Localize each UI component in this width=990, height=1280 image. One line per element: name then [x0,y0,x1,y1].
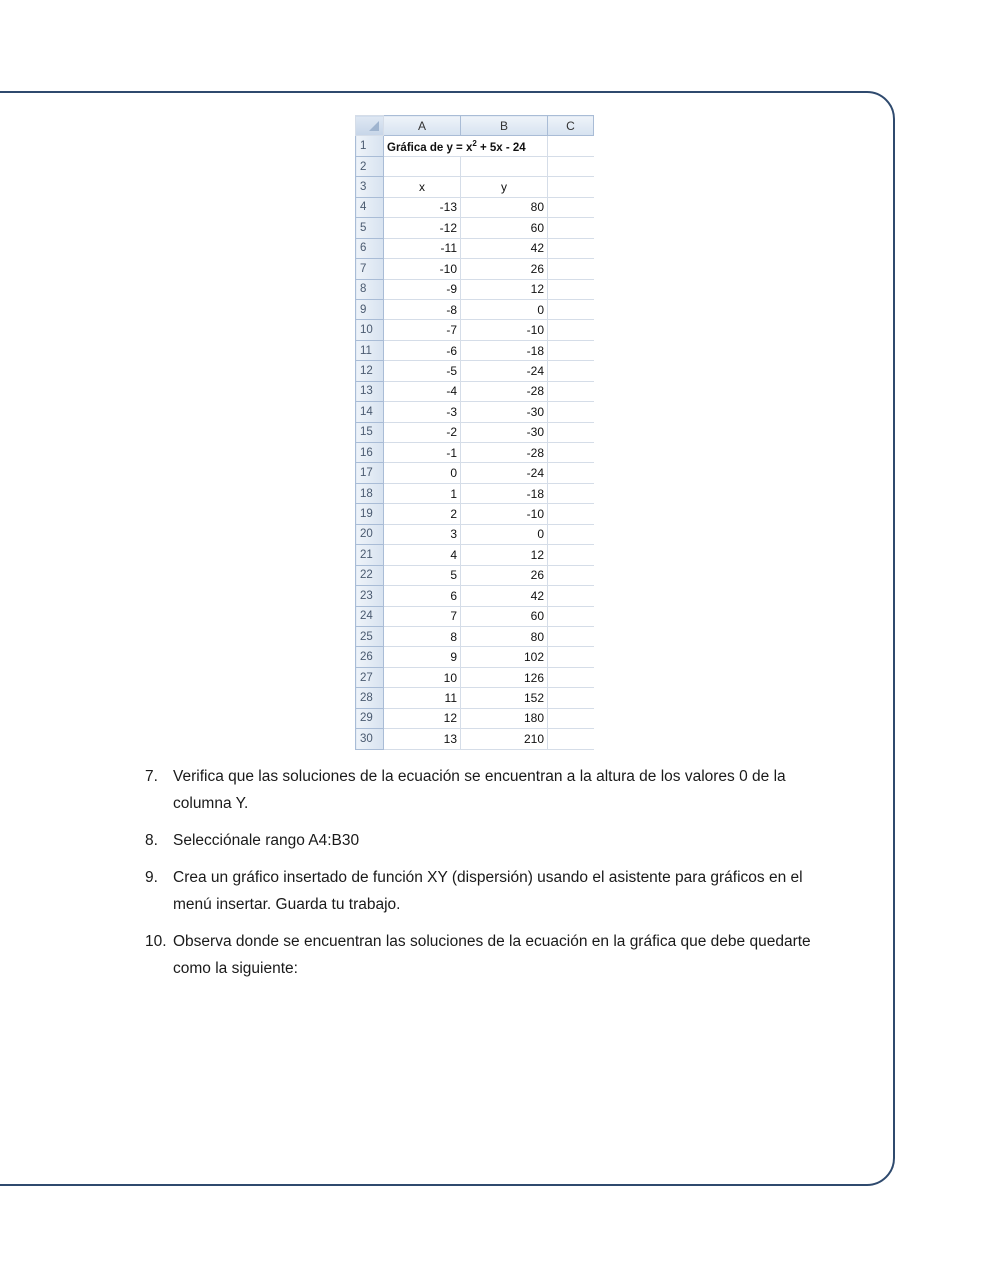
cell-c[interactable] [548,626,594,646]
row-header[interactable]: 26 [356,647,384,667]
cell-y-value[interactable]: -30 [461,422,548,442]
cell-c[interactable] [548,238,594,258]
cell-x-value[interactable]: -4 [384,381,461,401]
cell-y-value[interactable]: 80 [461,197,548,217]
column-header-a[interactable]: A [384,116,461,136]
cell-y-value[interactable]: 0 [461,299,548,319]
row-header[interactable]: 30 [356,729,384,750]
cell-c[interactable] [548,259,594,279]
row-header[interactable]: 19 [356,504,384,524]
spreadsheet-table [355,115,594,750]
cell-c[interactable] [548,443,594,463]
table-row [356,545,594,565]
row-header[interactable]: 8 [356,279,384,299]
row-header[interactable]: 11 [356,340,384,360]
cell-b[interactable] [461,156,548,176]
cell-c[interactable] [548,606,594,626]
row-header[interactable]: 27 [356,667,384,687]
cell-y-value[interactable]: -10 [461,320,548,340]
column-header-b[interactable]: B [461,116,548,136]
cell-c[interactable] [548,422,594,442]
cell-x-value[interactable]: 7 [384,606,461,626]
table-row [356,259,594,279]
cell-c[interactable] [548,504,594,524]
cell-c[interactable] [548,463,594,483]
cell-c[interactable] [548,218,594,238]
cell-y-value[interactable]: 60 [461,606,548,626]
row-header[interactable]: 5 [356,218,384,238]
list-item-number: 7. [145,768,158,785]
cell-c[interactable] [548,667,594,687]
cell-y-value[interactable]: 0 [461,524,548,544]
list-item-number: 9. [145,869,158,886]
row-header[interactable]: 4 [356,197,384,217]
cell-c[interactable] [548,156,594,176]
cell-x-value[interactable]: -5 [384,361,461,381]
table-row [356,156,594,176]
cell-c[interactable] [548,279,594,299]
cell-c[interactable] [548,177,594,197]
cell-y-value[interactable]: 12 [461,279,548,299]
row-header[interactable]: 12 [356,361,384,381]
table-row [356,504,594,524]
row-header[interactable]: 14 [356,402,384,422]
table-row [356,647,594,667]
table-row [356,422,594,442]
cell-c[interactable] [548,647,594,667]
row-header[interactable]: 9 [356,299,384,319]
column-header-c[interactable]: C [548,116,594,136]
cell-y-value[interactable]: 42 [461,586,548,606]
list-item [145,763,835,817]
table-row [356,320,594,340]
cell-x-value[interactable]: 11 [384,688,461,708]
cell-y-value[interactable]: -10 [461,504,548,524]
table-row [356,606,594,626]
cell-x-value[interactable]: -6 [384,340,461,360]
sheet-title-exponent: 2 [472,138,477,148]
sheet-title-prefix: Gráfica de y = x [387,141,473,154]
cell-x-value[interactable]: -1 [384,443,461,463]
cell-y-value[interactable]: 26 [461,259,548,279]
cell-y-value[interactable]: 80 [461,626,548,646]
cell-c[interactable] [548,729,594,750]
cell-y-value[interactable]: -28 [461,381,548,401]
cell-c[interactable] [548,361,594,381]
list-item-number: 10. [145,933,167,950]
column-header-row [356,116,594,136]
table-row [356,197,594,217]
table-row [356,381,594,401]
cell-c[interactable] [548,340,594,360]
cell-c[interactable] [548,565,594,585]
cell-x-value[interactable]: -9 [384,279,461,299]
cell-c[interactable] [548,381,594,401]
list-item-number: 8. [145,832,158,849]
cell-x-value[interactable]: 0 [384,463,461,483]
cell-y-value[interactable]: 12 [461,545,548,565]
row-header[interactable]: 24 [356,606,384,626]
cell-x-value[interactable]: 1 [384,483,461,503]
row-header[interactable]: 10 [356,320,384,340]
cell-c[interactable] [548,320,594,340]
cell-c[interactable] [548,299,594,319]
cell-y-value[interactable]: 102 [461,647,548,667]
row-header[interactable]: 13 [356,381,384,401]
table-row [356,586,594,606]
cell-x-value[interactable]: -11 [384,238,461,258]
table-row [356,340,594,360]
row-header[interactable]: 7 [356,259,384,279]
cell-y-value[interactable]: 60 [461,218,548,238]
cell-y-value[interactable]: 152 [461,688,548,708]
cell-c[interactable] [548,402,594,422]
row-header[interactable]: 6 [356,238,384,258]
cell-y-value[interactable]: 42 [461,238,548,258]
table-row [356,483,594,503]
cell-c[interactable] [548,524,594,544]
table-row [356,524,594,544]
cell-c[interactable] [548,197,594,217]
table-row [356,402,594,422]
cell-x-value[interactable]: 4 [384,545,461,565]
table-row [356,565,594,585]
sheet-title-cell[interactable] [384,136,548,156]
cell-x-value[interactable]: -3 [384,402,461,422]
table-row [356,299,594,319]
instruction-list [145,763,835,992]
list-item-text: Verifica que las soluciones de la ecuación se encuentran a la altura de los valores 0 de la columna Y. [173,768,786,812]
table-row [356,688,594,708]
cell-x-value[interactable]: -2 [384,422,461,442]
table-row [356,177,594,197]
row-header[interactable]: 18 [356,483,384,503]
row-header[interactable]: 21 [356,545,384,565]
row-header[interactable]: 17 [356,463,384,483]
cell-y-value[interactable]: -24 [461,463,548,483]
table-row [356,238,594,258]
cell-x-value[interactable]: -12 [384,218,461,238]
cell-x-value[interactable]: 8 [384,626,461,646]
cell-y-value[interactable]: 180 [461,708,548,728]
list-item [145,827,835,854]
table-row [356,708,594,728]
cell-x-value[interactable]: -13 [384,197,461,217]
cell-y-value[interactable]: -28 [461,443,548,463]
cell-c[interactable] [548,586,594,606]
table-row [356,279,594,299]
row-header[interactable]: 3 [356,177,384,197]
cell-y-value[interactable]: -18 [461,483,548,503]
table-row [356,729,594,750]
row-header[interactable]: 29 [356,708,384,728]
row-header[interactable]: 1 [356,136,384,156]
cell-y-value[interactable]: 26 [461,565,548,585]
cell-x-value[interactable]: 6 [384,586,461,606]
cell-c[interactable] [548,708,594,728]
cell-x-value[interactable]: 13 [384,729,461,750]
row-header[interactable]: 28 [356,688,384,708]
cell-x-value[interactable]: 3 [384,524,461,544]
cell-x-value[interactable]: 5 [384,565,461,585]
cell-y-value[interactable]: -18 [461,340,548,360]
cell-c[interactable] [548,688,594,708]
cell-x-value[interactable]: -10 [384,259,461,279]
cell-y-value[interactable]: -24 [461,361,548,381]
table-row [356,218,594,238]
cell-c[interactable] [548,545,594,565]
cell-x-value[interactable]: 9 [384,647,461,667]
list-item-text: Observa donde se encuentran las soluciones de la ecuación en la gráfica que debe quedarte como la siguiente: [173,933,811,977]
list-item [145,928,835,982]
header-x-cell[interactable]: x [384,177,461,197]
cell-y-value[interactable]: -30 [461,402,548,422]
cell-x-value[interactable]: -8 [384,299,461,319]
table-row [356,443,594,463]
list-item [145,864,835,918]
row-header[interactable]: 2 [356,156,384,176]
table-row [356,361,594,381]
header-y-cell[interactable]: y [461,177,548,197]
cell-y-value[interactable]: 126 [461,667,548,687]
cell-c[interactable] [548,136,594,156]
row-header[interactable]: 25 [356,626,384,646]
cell-x-value[interactable]: 12 [384,708,461,728]
cell-x-value[interactable]: 2 [384,504,461,524]
row-header[interactable]: 23 [356,586,384,606]
table-row [356,626,594,646]
table-row [356,136,594,156]
row-header[interactable]: 22 [356,565,384,585]
cell-x-value[interactable]: -7 [384,320,461,340]
table-row [356,667,594,687]
cell-a[interactable] [384,156,461,176]
row-header[interactable]: 15 [356,422,384,442]
cell-y-value[interactable]: 210 [461,729,548,750]
row-header[interactable]: 16 [356,443,384,463]
row-header[interactable]: 20 [356,524,384,544]
list-item-text: Crea un gráfico insertado de función XY (dispersión) usando el asistente para gráficos en el menú insertar. Guarda tu trabajo. [173,869,803,913]
table-row [356,463,594,483]
list-item-text: Selecciónale rango A4:B30 [173,832,360,849]
sheet-title-suffix: + 5x - 24 [476,141,526,154]
select-all-corner[interactable] [356,116,384,136]
cell-x-value[interactable]: 10 [384,667,461,687]
cell-c[interactable] [548,483,594,503]
